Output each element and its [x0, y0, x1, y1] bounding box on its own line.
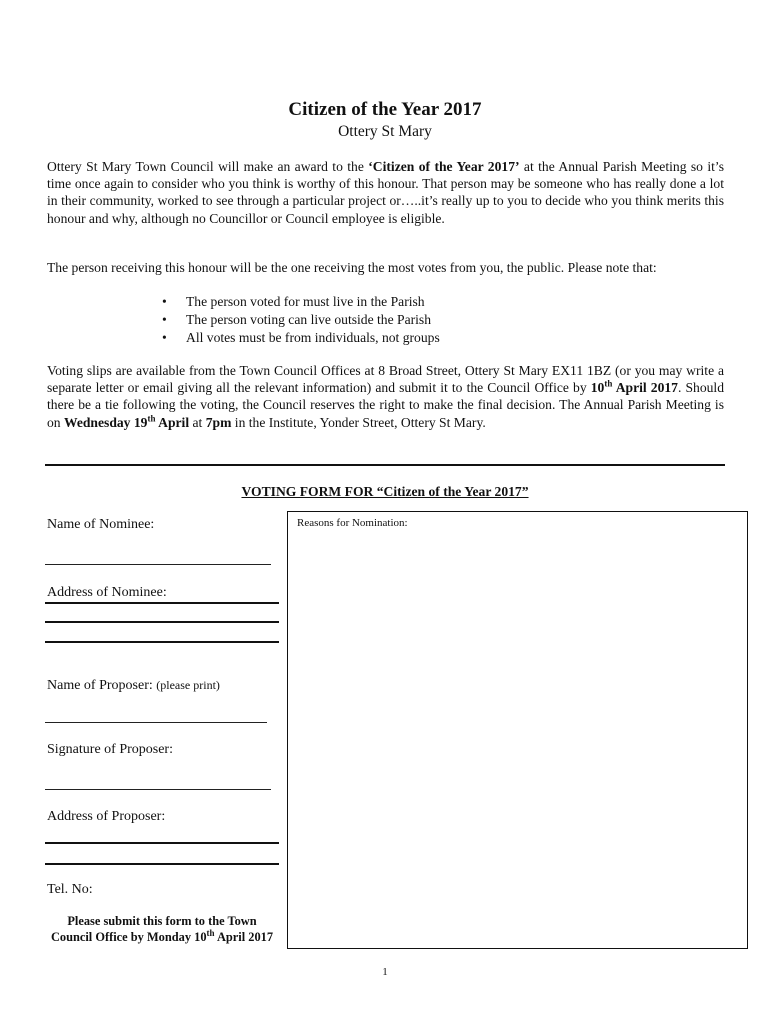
proposer-address-field-2[interactable]: [45, 863, 279, 865]
submit-instructions: Please submit this form to the Town Council Office by Monday 10th April 2017: [50, 914, 274, 944]
nominee-name-field[interactable]: [45, 564, 271, 565]
proposer-name-label: Name of Proposer: (please print): [47, 678, 220, 693]
intro-award-name: ‘Citizen of the Year 2017’: [368, 159, 520, 174]
voting-text-a: Voting slips are available from the Town Council Offices at 8 Broad Street, Ottery St Mary EX11 1BZ (or you may write a separate letter or email giving all the relevant information) and submit it to the Council Office by: [47, 363, 724, 396]
proposer-address-label: Address of Proposer:: [47, 809, 166, 824]
reasons-label: Reasons for Nomination:: [297, 517, 408, 529]
voting-text-c: at: [189, 414, 206, 430]
page-subtitle: Ottery St Mary: [338, 123, 432, 140]
page-title: Citizen of the Year 2017: [288, 99, 482, 120]
page-number: 1: [382, 966, 388, 978]
intro-text-b: at the Annual Parish Meeting so it’s time once again to consider who you think is worthy of this honour. That person may be someone who has really done a lot in their community, worked to see through a particular project or…..it’s really up to you to decide who you think merits this honour and why, although no Councillor or Council employee is eligible.: [47, 159, 724, 226]
proposer-address-field-1[interactable]: [45, 842, 279, 844]
voting-info-paragraph: [47, 362, 724, 431]
nominee-address-field-3[interactable]: [45, 641, 279, 643]
eligibility-paragraph: The person receiving this honour will be the one receiving the most votes from you, the public. Please note that:: [47, 260, 657, 275]
proposer-signature-field[interactable]: [45, 789, 271, 790]
nominee-address-label: Address of Nominee:: [47, 585, 167, 600]
voting-text-d: in the Institute, Yonder Street, Ottery St Mary.: [231, 414, 486, 430]
reasons-textarea[interactable]: [287, 511, 748, 949]
list-item: • All votes must be from individuals, not groups: [160, 329, 440, 347]
deadline-date: 10th April 2017: [590, 378, 678, 396]
voting-text-b: . Should there be a tie following the voting, the Council reserves the right to make the final decision. The Annual Parish Meeting is on: [47, 380, 725, 430]
eligibility-list: [160, 293, 440, 347]
nominee-address-field-2[interactable]: [45, 621, 279, 623]
list-item: • The person voting can live outside the Parish: [160, 311, 440, 329]
nominee-address-field-1[interactable]: [45, 602, 279, 604]
meeting-time: 7pm: [205, 414, 232, 430]
meeting-date: Wednesday 19th April: [64, 413, 190, 430]
section-divider: [45, 464, 725, 466]
list-item: • The person voted for must live in the Parish: [160, 293, 440, 311]
intro-text-a: Ottery St Mary Town Council will make an award to the: [47, 159, 369, 174]
proposer-name-hint: (please print): [156, 678, 220, 692]
tel-label: Tel. No:: [47, 882, 93, 897]
proposer-name-field[interactable]: [45, 722, 267, 723]
proposer-signature-label: Signature of Proposer:: [47, 742, 173, 757]
form-title: VOTING FORM FOR “Citizen of the Year 2017”: [241, 484, 529, 499]
intro-paragraph: [47, 158, 724, 227]
nominee-name-label: Name of Nominee:: [47, 517, 155, 532]
